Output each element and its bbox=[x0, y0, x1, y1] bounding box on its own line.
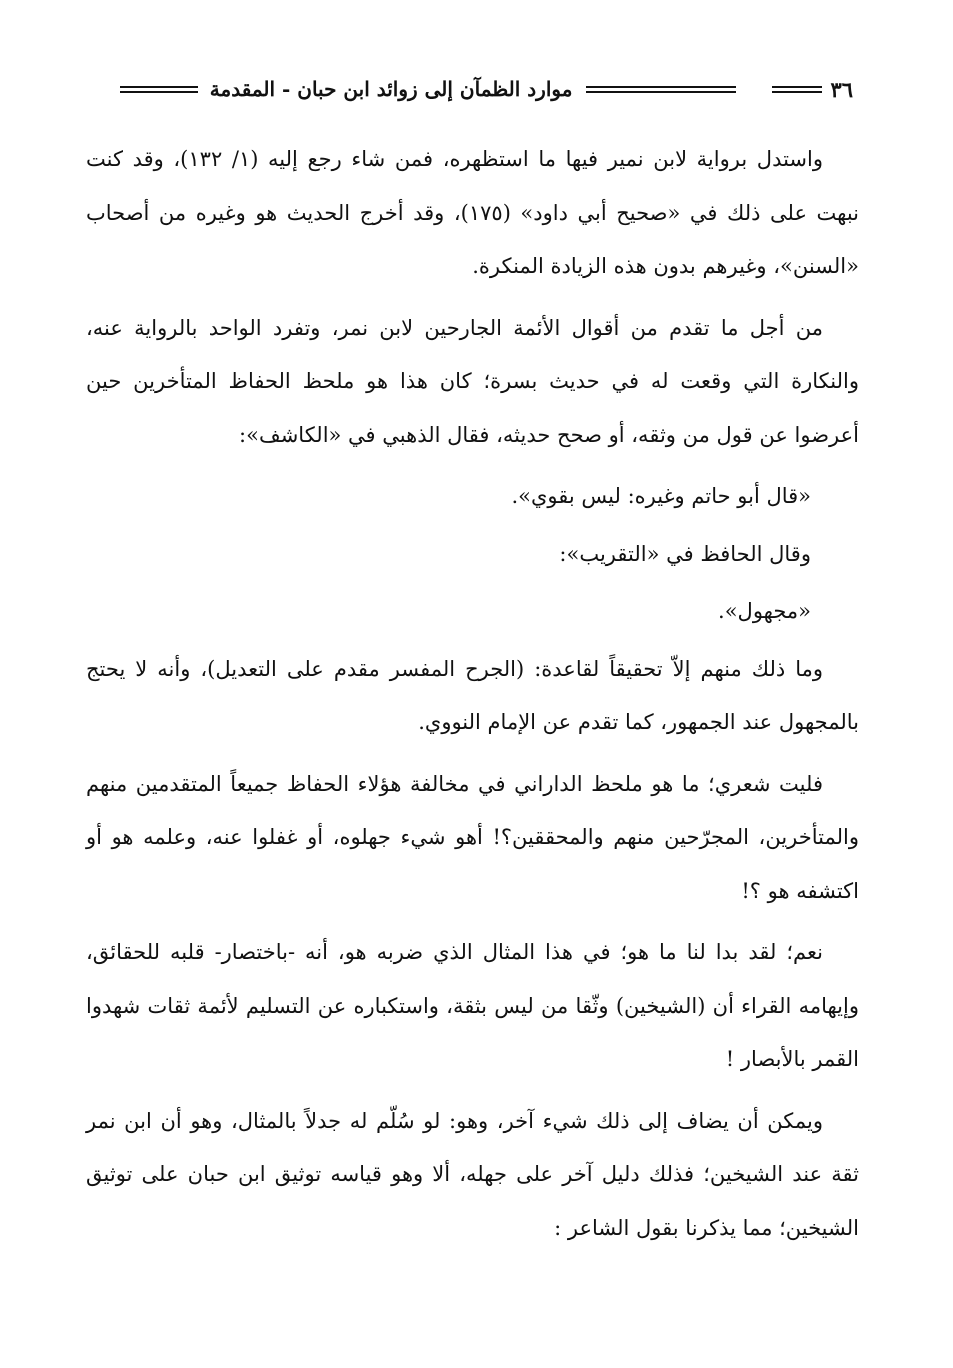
header-rule-middle bbox=[586, 86, 736, 93]
quotation: «قال أبو حاتم وغيره: ليس بقوي». bbox=[511, 484, 811, 508]
body-text bbox=[86, 133, 859, 1263]
header-rule-right bbox=[772, 86, 822, 93]
running-title: موارد الظمآن إلى زوائد ابن حبان - المقدمة bbox=[209, 77, 573, 101]
paragraph: واستدل برواية لابن نمير فيها ما استظهره، فمن شاء رجع إليه (١/ ١٣٢)، وقد كنت نبهت على ذلك في «صحيح أبي داود» (١٧٥)، وقد أخرج الحديث هو وغيره من أصحاب «السنن»، وغيرهم بدون هذه الزيادة المنكرة. bbox=[86, 147, 860, 278]
page-number: ٣٦ bbox=[830, 76, 853, 102]
paragraph: وما ذلك منهم إلاّ تحقيقاً لقاعدة: (الجرح المفسر مقدم على التعديل)، وأنه لا يحتج بالمجهول عند الجمهور، كما تقدم عن الإمام النووي. bbox=[86, 656, 859, 734]
quotation: «مجهول». bbox=[718, 599, 811, 623]
paragraph: من أجل ما تقدم من أقوال الأئمة الجارحين لابن نمر، وتفرد الواحد بالرواية عنه، والنكارة التي وقعت له في حديث بسرة؛ كان هذا هو ملحظ الحفاظ المتأخرين حين أعرضوا عن قول من وثقه، أو صحح حديثه، فقال الذهبي في «الكاشف»: bbox=[86, 315, 859, 447]
header-rule-left bbox=[120, 86, 198, 93]
page-header bbox=[88, 72, 853, 106]
paragraph: نعم؛ لقد بدا لنا ما هو؛ في هذا المثال الذي ضربه هو، أنه -باختصار- قلبه للحقائق، وإيهامه القراء أن (الشيخين) وثّقا من ليس بثقة، واستكباره عن التسليم لأئمة ثقات شهدوا القمر بالأبصار ! bbox=[86, 940, 859, 1071]
paragraph: فليت شعري؛ ما هو ملحظ الداراني في مخالفة هؤلاء الحفاظ جميعاً المتقدمين منهم والمتأخرين، المجرّحين منهم والمحققين؟! أهو شيء جهلوه، أو غفلوا عنه، وعلمه هو أو اكتشفه هو ؟! bbox=[86, 771, 859, 903]
paragraph: وقال الحافظ في «التقريب»: bbox=[559, 541, 811, 566]
paragraph: ويمكن أن يضاف إلى ذلك شيء آخر، وهو: لو سُلّم له جدلاً بالمثال، وهو أن ابن نمر ثقة عند الشيخين؛ فذلك دليل آخر على جهله، ألا وهو قياسه توثيق ابن حبان على توثيق الشيخين؛ مما يذكرنا بقول الشاعر : bbox=[86, 1108, 859, 1240]
